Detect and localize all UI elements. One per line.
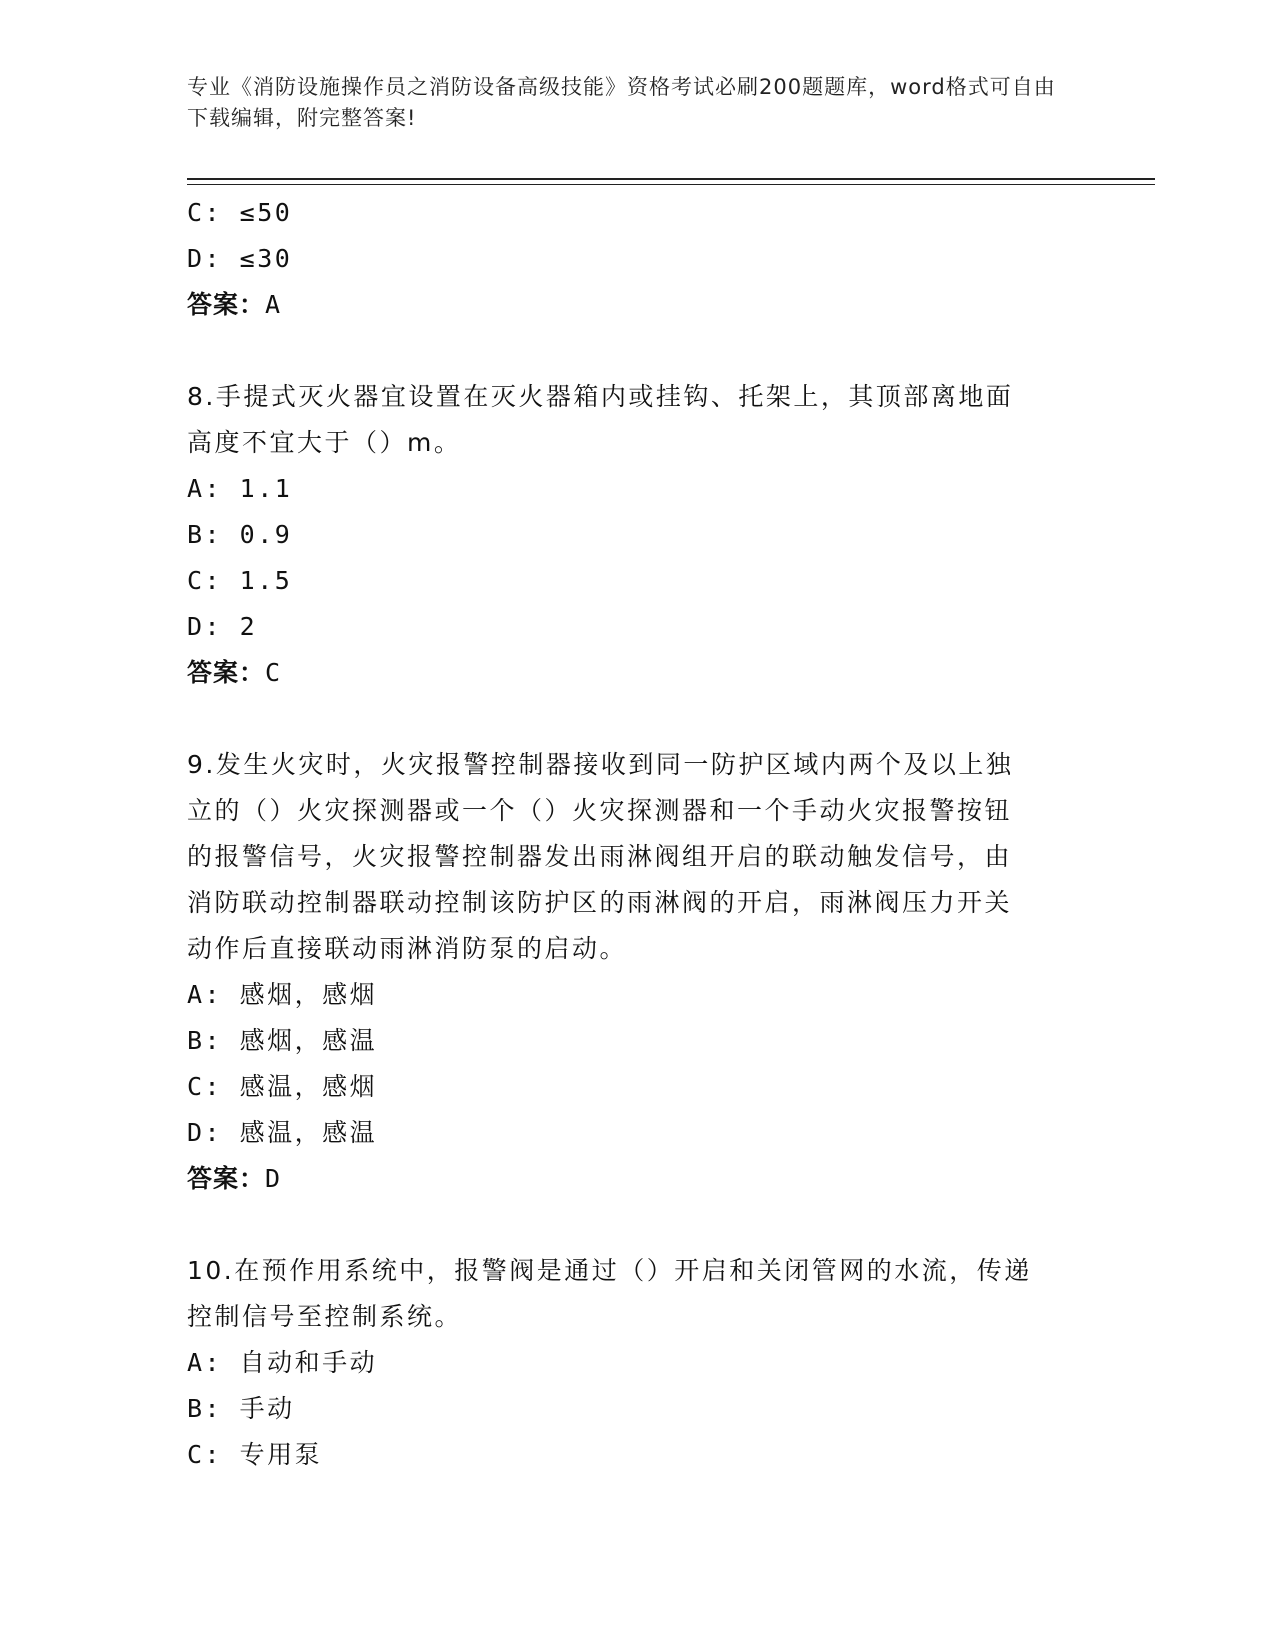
option-c: C: 感温，感烟 (187, 1072, 378, 1101)
option-c: C: ≤50 (187, 198, 293, 227)
header-rule (187, 178, 1155, 180)
answer-value: A (265, 290, 282, 319)
answer-value: C (265, 658, 282, 687)
answer-line (187, 650, 1077, 696)
document-title: 专业《消防设施操作员之消防设备高级技能》资格考试必刷200题题库，word格式可自由下载编辑，附完整答案! (187, 75, 1056, 130)
stem-line: 立的（）火灾探测器或一个（）火灾探测器和一个手动火灾报警按钮 (187, 796, 1013, 825)
stem-line: 动作后直接联动雨淋消防泵的启动。 (187, 934, 628, 963)
stem-line: 的报警信号，火灾报警控制器发出雨淋阀组开启的联动触发信号，由 (187, 842, 1013, 871)
option-c: C: 专用泵 (187, 1440, 323, 1469)
question-list (187, 190, 1077, 1478)
answer-label: 答案： (187, 1164, 266, 1193)
question-stem (187, 1248, 1077, 1340)
header-rule-thin (187, 184, 1155, 185)
option-c: C: 1.5 (187, 566, 293, 595)
question-9 (187, 742, 1077, 1202)
option-b: B: 手动 (187, 1394, 295, 1423)
stem-line: 9.发生火灾时，火灾报警控制器接收到同一防护区域内两个及以上独 (187, 750, 1014, 779)
question-stem (187, 742, 1077, 972)
page-header (187, 72, 1077, 134)
option-a: A: 自动和手动 (187, 1348, 378, 1377)
answer-label: 答案： (187, 658, 266, 687)
question-stem (187, 374, 1077, 466)
option-a: A: 1.1 (187, 474, 293, 503)
stem-line: 控制信号至控制系统。 (187, 1302, 463, 1331)
answer-value: D (265, 1164, 282, 1193)
option-d: D: 2 (187, 612, 258, 641)
question-7-continuation (187, 190, 1077, 328)
option-b: B: 感烟，感温 (187, 1026, 378, 1055)
answer-label: 答案： (187, 290, 266, 319)
option-b: B: 0.9 (187, 520, 293, 549)
stem-line: 8.手提式灭火器宜设置在灭火器箱内或挂钩、托架上，其顶部离地面 (187, 382, 1014, 411)
answer-line (187, 282, 1077, 328)
answer-line (187, 1156, 1077, 1202)
stem-line: 10.在预作用系统中，报警阀是通过（）开启和关闭管网的水流，传递 (187, 1256, 1032, 1285)
question-8 (187, 374, 1077, 696)
question-10 (187, 1248, 1077, 1478)
stem-line: 消防联动控制器联动控制该防护区的雨淋阀的开启，雨淋阀压力开关 (187, 888, 1013, 917)
option-d: D: 感温，感温 (187, 1118, 378, 1147)
option-d: D: ≤30 (187, 244, 293, 273)
option-a: A: 感烟，感烟 (187, 980, 378, 1009)
stem-line: 高度不宜大于（）m。 (187, 428, 462, 457)
